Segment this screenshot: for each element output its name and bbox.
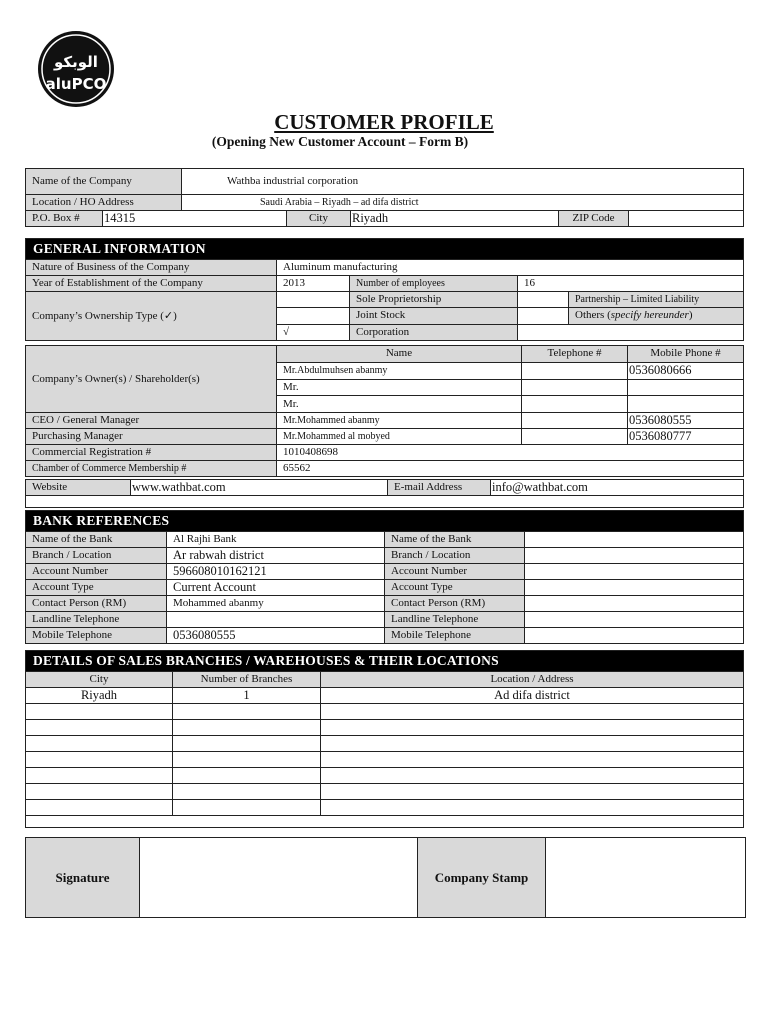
branch-location[interactable] xyxy=(321,800,744,816)
branch-count[interactable] xyxy=(173,720,321,736)
bank2-branch[interactable] xyxy=(525,548,744,564)
bank1-label-account: Account Number xyxy=(26,564,167,580)
general-info-table xyxy=(25,238,744,341)
website-label: Website xyxy=(26,480,131,496)
purchasing-mobile[interactable]: 0536080777 xyxy=(628,429,744,445)
email-label: E-mail Address xyxy=(388,480,491,496)
bank2-label-type: Account Type xyxy=(385,580,525,596)
year-field[interactable]: 2013 xyxy=(277,276,350,292)
branch-count[interactable] xyxy=(173,784,321,800)
ownership-label: Company’s Ownership Type (✓) xyxy=(26,292,277,341)
corporation-checkbox[interactable]: √ xyxy=(277,324,350,340)
owner-name-3[interactable]: Mr. xyxy=(277,396,522,413)
svg-text:aluPCO: aluPCO xyxy=(45,75,107,93)
branch-city[interactable] xyxy=(26,768,173,784)
page-title: CUSTOMER PROFILE xyxy=(274,110,494,134)
signature-box[interactable] xyxy=(140,838,418,918)
ceo-tel[interactable] xyxy=(522,413,628,429)
branches-spacer xyxy=(26,816,744,828)
stamp-label: Company Stamp xyxy=(418,838,546,918)
chamber-label: Chamber of Commerce Membership # xyxy=(26,461,277,477)
branch-city[interactable] xyxy=(26,720,173,736)
branch-city[interactable] xyxy=(26,752,173,768)
bank-header: BANK REFERENCES xyxy=(26,511,744,532)
general-info-header: GENERAL INFORMATION xyxy=(26,239,744,260)
bank1-label-name: Name of the Bank xyxy=(26,532,167,548)
cr-label: Commercial Registration # xyxy=(26,445,277,461)
chamber-field[interactable]: 65562 xyxy=(277,461,744,477)
bank1-label-type: Account Type xyxy=(26,580,167,596)
zip-label: ZIP Code xyxy=(559,211,629,227)
joint-stock-checkbox[interactable] xyxy=(277,308,350,324)
ceo-name[interactable]: Mr.Mohammed abanmy xyxy=(277,413,522,429)
email-field[interactable]: info@wathbat.com xyxy=(491,480,744,496)
website-field[interactable]: www.wathbat.com xyxy=(131,480,388,496)
contact-spacer xyxy=(26,496,744,508)
bank1-type[interactable]: Current Account xyxy=(167,580,385,596)
bank2-mobile[interactable] xyxy=(525,628,744,644)
bank1-label-contact: Contact Person (RM) xyxy=(26,596,167,612)
year-label: Year of Establishment of the Company xyxy=(26,276,277,292)
partnership-checkbox[interactable] xyxy=(518,292,569,308)
branch-city[interactable] xyxy=(26,800,173,816)
sole-checkbox[interactable] xyxy=(277,292,350,308)
bank1-label-landline: Landline Telephone xyxy=(26,612,167,628)
company-table xyxy=(25,168,744,227)
bank1-mobile[interactable]: 0536080555 xyxy=(167,628,385,644)
cr-field[interactable]: 1010408698 xyxy=(277,445,744,461)
branch-count[interactable] xyxy=(173,736,321,752)
address-label: Location / HO Address xyxy=(26,195,182,211)
purchasing-label: Purchasing Manager xyxy=(26,429,277,445)
purchasing-name[interactable]: Mr.Mohammed al mobyed xyxy=(277,429,522,445)
owner-mobile-3[interactable] xyxy=(628,396,744,413)
contact-table xyxy=(25,479,744,508)
bank-table xyxy=(25,510,744,644)
branch-count[interactable] xyxy=(173,800,321,816)
signature-label: Signature xyxy=(26,838,140,918)
branch-count[interactable] xyxy=(173,704,321,720)
address-field[interactable]: Saudi Arabia – Riyadh – ad difa district xyxy=(182,195,744,211)
bank2-label-name: Name of the Bank xyxy=(385,532,525,548)
company-logo xyxy=(32,27,120,111)
bank1-label-mobile: Mobile Telephone xyxy=(26,628,167,644)
bank2-contact[interactable] xyxy=(525,596,744,612)
zip-field[interactable] xyxy=(629,211,744,227)
owner-tel-3[interactable] xyxy=(522,396,628,413)
ownership-blank xyxy=(518,324,744,340)
ceo-mobile[interactable]: 0536080555 xyxy=(628,413,744,429)
bank1-contact[interactable]: Mohammed abanmy xyxy=(167,596,385,612)
bank1-account[interactable]: 596608010162121 xyxy=(167,564,385,580)
sole-label: Sole Proprietorship xyxy=(350,292,518,308)
owner-name-1[interactable]: Mr.Abdulmuhsen abanmy xyxy=(277,362,522,379)
branches-col-city: City xyxy=(26,672,173,688)
bank2-name[interactable] xyxy=(525,532,744,548)
branch-city[interactable]: Riyadh xyxy=(26,688,173,704)
bank2-account[interactable] xyxy=(525,564,744,580)
bank2-label-account: Account Number xyxy=(385,564,525,580)
employees-field[interactable]: 16 xyxy=(518,276,744,292)
owner-tel-1[interactable] xyxy=(522,362,628,379)
others-checkbox[interactable] xyxy=(518,308,569,324)
bank1-label-branch: Branch / Location xyxy=(26,548,167,564)
pobox-field[interactable]: 14315 xyxy=(103,211,287,227)
svg-text:الوبكو: الوبكو xyxy=(54,53,98,71)
owners-table xyxy=(25,345,744,477)
owner-mobile-2[interactable] xyxy=(628,379,744,396)
branch-location[interactable] xyxy=(321,704,744,720)
branch-count[interactable]: 1 xyxy=(173,688,321,704)
branch-location[interactable] xyxy=(321,752,744,768)
bank2-landline[interactable] xyxy=(525,612,744,628)
ceo-label: CEO / General Manager xyxy=(26,413,277,429)
city-label: City xyxy=(287,211,351,227)
branch-location[interactable]: Ad difa district xyxy=(321,688,744,704)
branch-city[interactable] xyxy=(26,784,173,800)
branch-location[interactable] xyxy=(321,736,744,752)
branch-count[interactable] xyxy=(173,768,321,784)
nature-label: Nature of Business of the Company xyxy=(26,260,277,276)
bank2-type[interactable] xyxy=(525,580,744,596)
company-name-label: Name of the Company xyxy=(26,169,182,195)
branch-city[interactable] xyxy=(26,704,173,720)
city-field[interactable]: Riyadh xyxy=(351,211,559,227)
owners-col-mobile: Mobile Phone # xyxy=(628,346,744,363)
others-label: Others (specify hereunder) xyxy=(569,308,744,324)
bank1-landline[interactable] xyxy=(167,612,385,628)
stamp-box[interactable] xyxy=(546,838,746,918)
bank1-branch[interactable]: Ar rabwah district xyxy=(167,548,385,564)
branch-location[interactable] xyxy=(321,720,744,736)
bank2-label-branch: Branch / Location xyxy=(385,548,525,564)
signature-table xyxy=(25,837,746,918)
nature-field[interactable]: Aluminum manufacturing xyxy=(277,260,744,276)
company-name-field[interactable]: Wathba industrial corporation xyxy=(182,169,744,195)
owners-col-tel: Telephone # xyxy=(522,346,628,363)
branches-col-count: Number of Branches xyxy=(173,672,321,688)
branch-count[interactable] xyxy=(173,752,321,768)
owner-tel-2[interactable] xyxy=(522,379,628,396)
employees-label: Number of employees xyxy=(350,276,518,292)
branch-city[interactable] xyxy=(26,736,173,752)
joint-stock-label: Joint Stock xyxy=(350,308,518,324)
branches-col-location: Location / Address xyxy=(321,672,744,688)
branches-table xyxy=(25,650,744,828)
owner-name-2[interactable]: Mr. xyxy=(277,379,522,396)
page-subtitle: (Opening New Customer Account – Form B) xyxy=(211,134,469,149)
bank1-name[interactable]: Al Rajhi Bank xyxy=(167,532,385,548)
purchasing-tel[interactable] xyxy=(522,429,628,445)
owners-col-name: Name xyxy=(277,346,522,363)
bank2-label-landline: Landline Telephone xyxy=(385,612,525,628)
partnership-label: Partnership – Limited Liability xyxy=(569,292,744,308)
pobox-label: P.O. Box # xyxy=(26,211,103,227)
bank2-label-contact: Contact Person (RM) xyxy=(385,596,525,612)
bank2-label-mobile: Mobile Telephone xyxy=(385,628,525,644)
branches-header: DETAILS OF SALES BRANCHES / WAREHOUSES & THEIR LOCATIONS xyxy=(26,651,744,672)
owners-label: Company’s Owner(s) / Shareholder(s) xyxy=(26,346,277,413)
corporation-label: Corporation xyxy=(350,324,518,340)
branch-location[interactable] xyxy=(321,784,744,800)
branch-location[interactable] xyxy=(321,768,744,784)
owner-mobile-1[interactable]: 0536080666 xyxy=(628,362,744,379)
